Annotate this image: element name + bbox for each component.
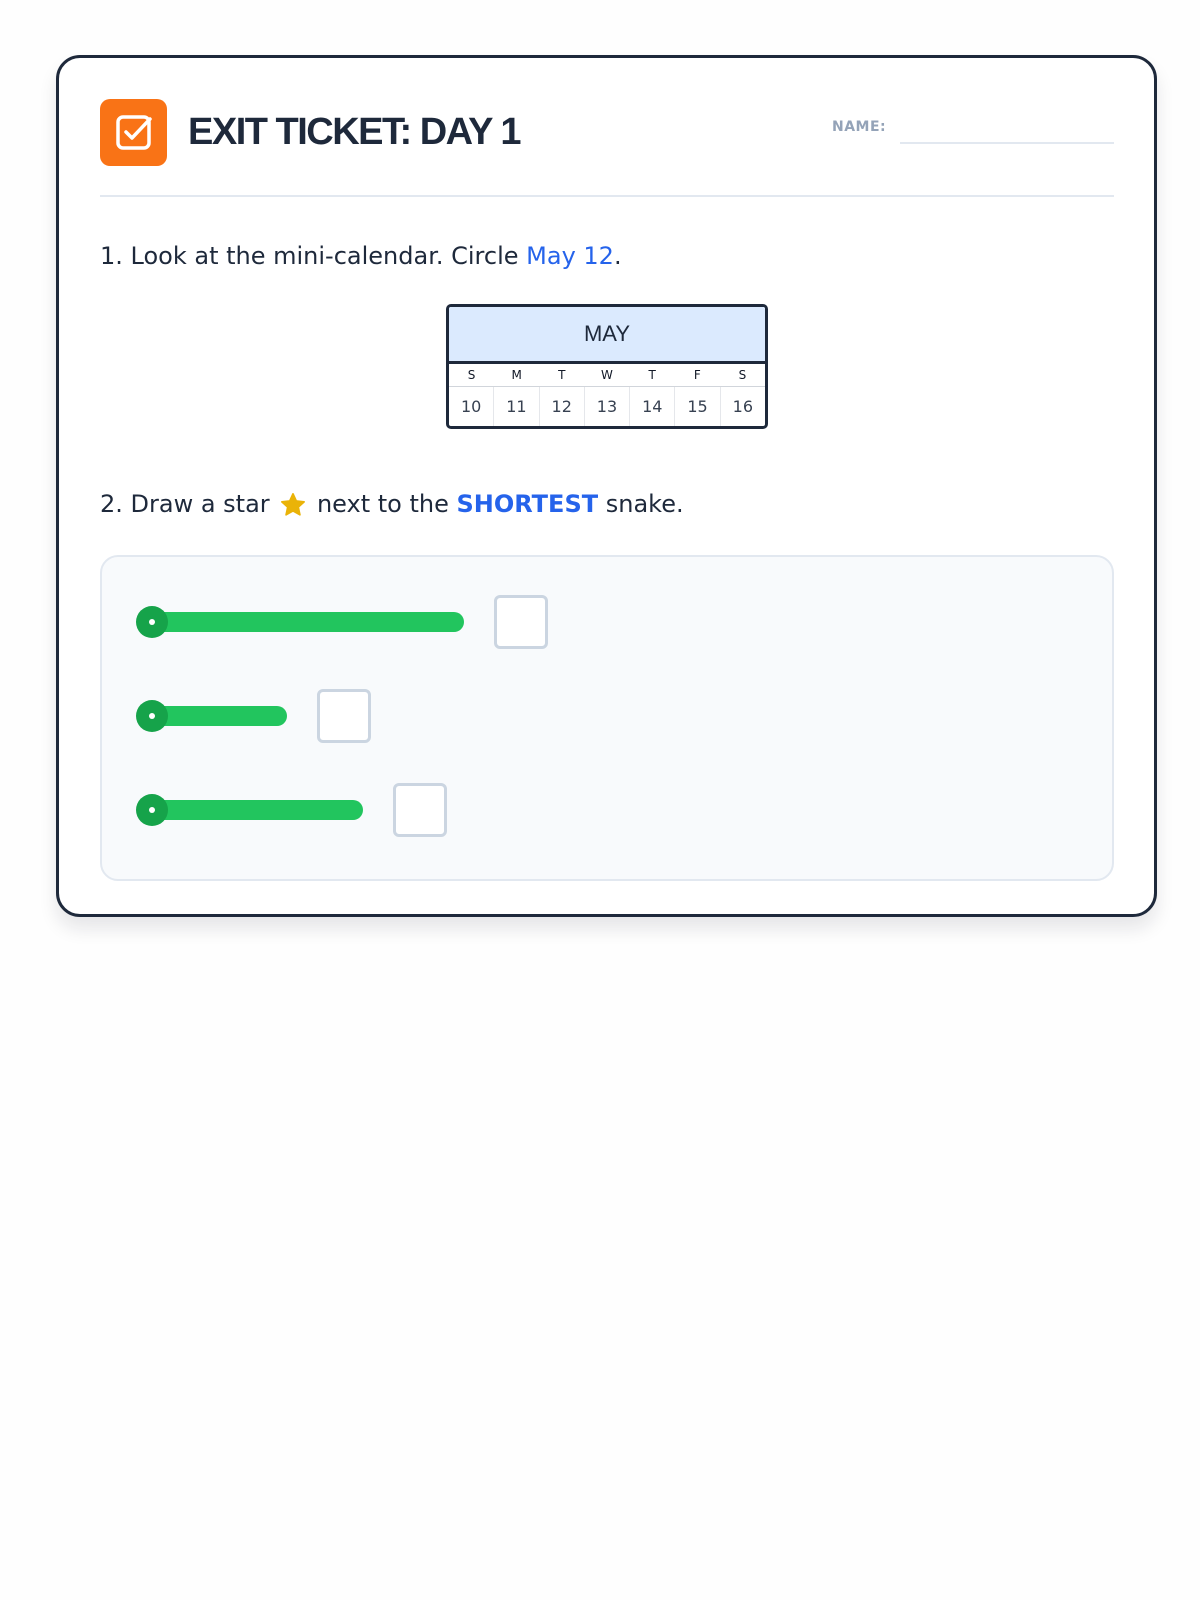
answer-box-3[interactable] [393, 783, 447, 837]
checkbox-icon [100, 99, 167, 166]
snake-head [136, 606, 168, 638]
calendar-date[interactable]: 11 [494, 387, 539, 427]
weekday-label: S [738, 368, 747, 382]
calendar-date[interactable]: 13 [585, 387, 630, 427]
calendar-month: MAY [449, 307, 765, 364]
calendar-date[interactable]: 14 [630, 387, 675, 427]
answer-box-2[interactable] [317, 689, 371, 743]
weekday-label: S [467, 368, 476, 382]
question-2-suffix: snake. [598, 490, 684, 518]
calendar-date[interactable]: 15 [675, 387, 720, 427]
question-2-highlight: SHORTEST [456, 490, 599, 518]
name-field[interactable] [900, 142, 1114, 144]
name-label: NAME: [832, 119, 887, 135]
weekday-label: T [558, 368, 566, 382]
answer-box-1[interactable] [494, 595, 548, 649]
snake-eye [149, 619, 155, 625]
calendar-dates [449, 387, 765, 427]
snake-eye [149, 807, 155, 813]
question-2 [100, 488, 684, 520]
calendar-date[interactable]: 10 [449, 387, 494, 427]
snake-eye [149, 713, 155, 719]
snake-panel [100, 555, 1114, 881]
weekday-label: M [511, 368, 522, 382]
question-2-middle: next to the [316, 490, 457, 518]
ticket-header [100, 99, 1114, 197]
calendar-date[interactable]: 16 [732, 397, 753, 416]
question-1 [100, 240, 622, 272]
question-2-text: 2. Draw a star [100, 490, 270, 518]
calendar-date[interactable]: 12 [540, 387, 585, 427]
exit-ticket-card [56, 55, 1157, 917]
mini-calendar [446, 304, 768, 429]
page-title: EXIT TICKET: DAY 1 [188, 111, 520, 153]
snake-head [136, 700, 168, 732]
snake-body [148, 612, 464, 632]
snake-head [136, 794, 168, 826]
weekday-label: F [693, 368, 701, 382]
star-icon [279, 491, 307, 519]
question-1-highlight: May 12 [526, 242, 614, 270]
weekday-label: W [601, 368, 613, 382]
question-1-text: 1. Look at the mini-calendar. Circle [100, 242, 527, 270]
snake-body [148, 706, 287, 726]
question-1-suffix: . [613, 242, 622, 270]
snake-body [148, 800, 363, 820]
calendar-weekdays [449, 364, 765, 387]
weekday-label: T [648, 368, 656, 382]
